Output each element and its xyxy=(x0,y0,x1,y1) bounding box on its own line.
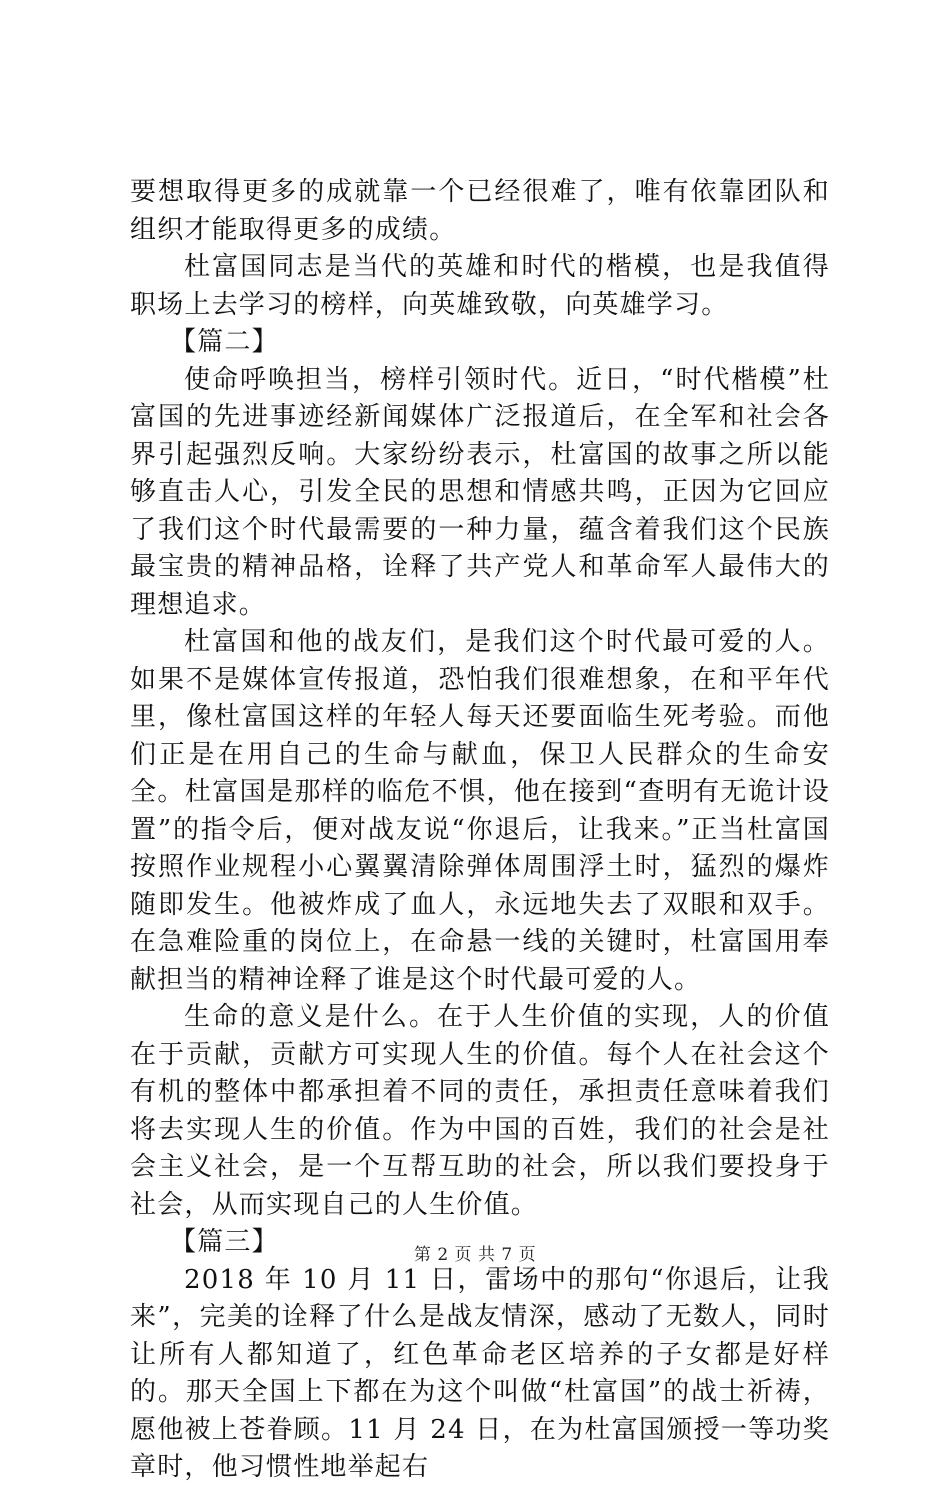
paragraph-continued: 要想取得更多的成就靠一个已经很难了，唯有依靠团队和组织才能取得更多的成绩。 xyxy=(130,177,830,245)
section-heading-part-three: 【篇三】 xyxy=(170,1227,279,1257)
paragraph-most-lovable-people: 杜富国和他的战友们，是我们这个时代最可爱的人。如果不是媒体宣传报道，恐怕我们很难想象，在和平年代里，像杜富国这样的年轻人每天还要面临生死考验。而他们正是在用自己的生命与献血，保卫人民群众的生命安全。杜富国是那样的临危不惧，他在接到“查明有无诡计设置”的指令后，便对战友说“你退后，让我来。”正当杜富国按照作业规程小心翼翼清除弹体周围浮土时，猛烈的爆炸随即发生。他被炸成了血人，永远地失去了双眼和双手。在急难险重的岗位上，在命悬一线的关键时，杜富国用奉献担当的精神诠释了谁是这个时代最可爱的人。 xyxy=(130,627,830,995)
page-number-footer: 第 2 页 共 7 页 xyxy=(413,1245,537,1265)
section-heading-part-two: 【篇二】 xyxy=(170,327,279,357)
paragraph-mission-calls: 使命呼唤担当，榜样引领时代。近日，“时代楷模”杜富国的先进事迹经新闻媒体广泛报道后，在全军和社会各界引起强烈反响。大家纷纷表示，杜富国的故事之所以能够直击人心，引发全民的思想和情感共鸣，正因为它回应了我们这个时代最需要的一种力量，蕴含着我们这个民族最宝贵的精神品格，诠释了共产党人和革命军人最伟大的理想追求。 xyxy=(130,364,830,620)
paragraph-du-fuguo-model: 杜富国同志是当代的英雄和时代的楷模，也是我值得职场上去学习的榜样，向英雄致敬，向英雄学习。 xyxy=(130,252,830,320)
paragraph-minefield-2018: 2018 年 10 月 11 日，雷场中的那句“你退后，让我来”，完美的诠释了什么是战友情深，感动了无数人，同时让所有人都知道了，红色革命老区培养的子女都是好样的。那天全国上下都在为这个叫做“杜富国”的战士祈祷，愿他被上苍眷顾。11 月 24 日，在为杜富国颁授一等功奖章时，他习惯性地举起右 xyxy=(130,1264,830,1482)
document-body xyxy=(130,174,830,1487)
paragraph-meaning-of-life: 生命的意义是什么。在于人生价值的实现，人的价值在于贡献，贡献方可实现人生的价值。每个人在社会这个有机的整体中都承担着不同的责任，承担责任意味着我们将去实现人生的价值。作为中国的百姓，我们的社会是社会主义社会，是一个互帮互助的社会，所以我们要投身于社会，从而实现自己的人生价值。 xyxy=(130,1002,830,1220)
